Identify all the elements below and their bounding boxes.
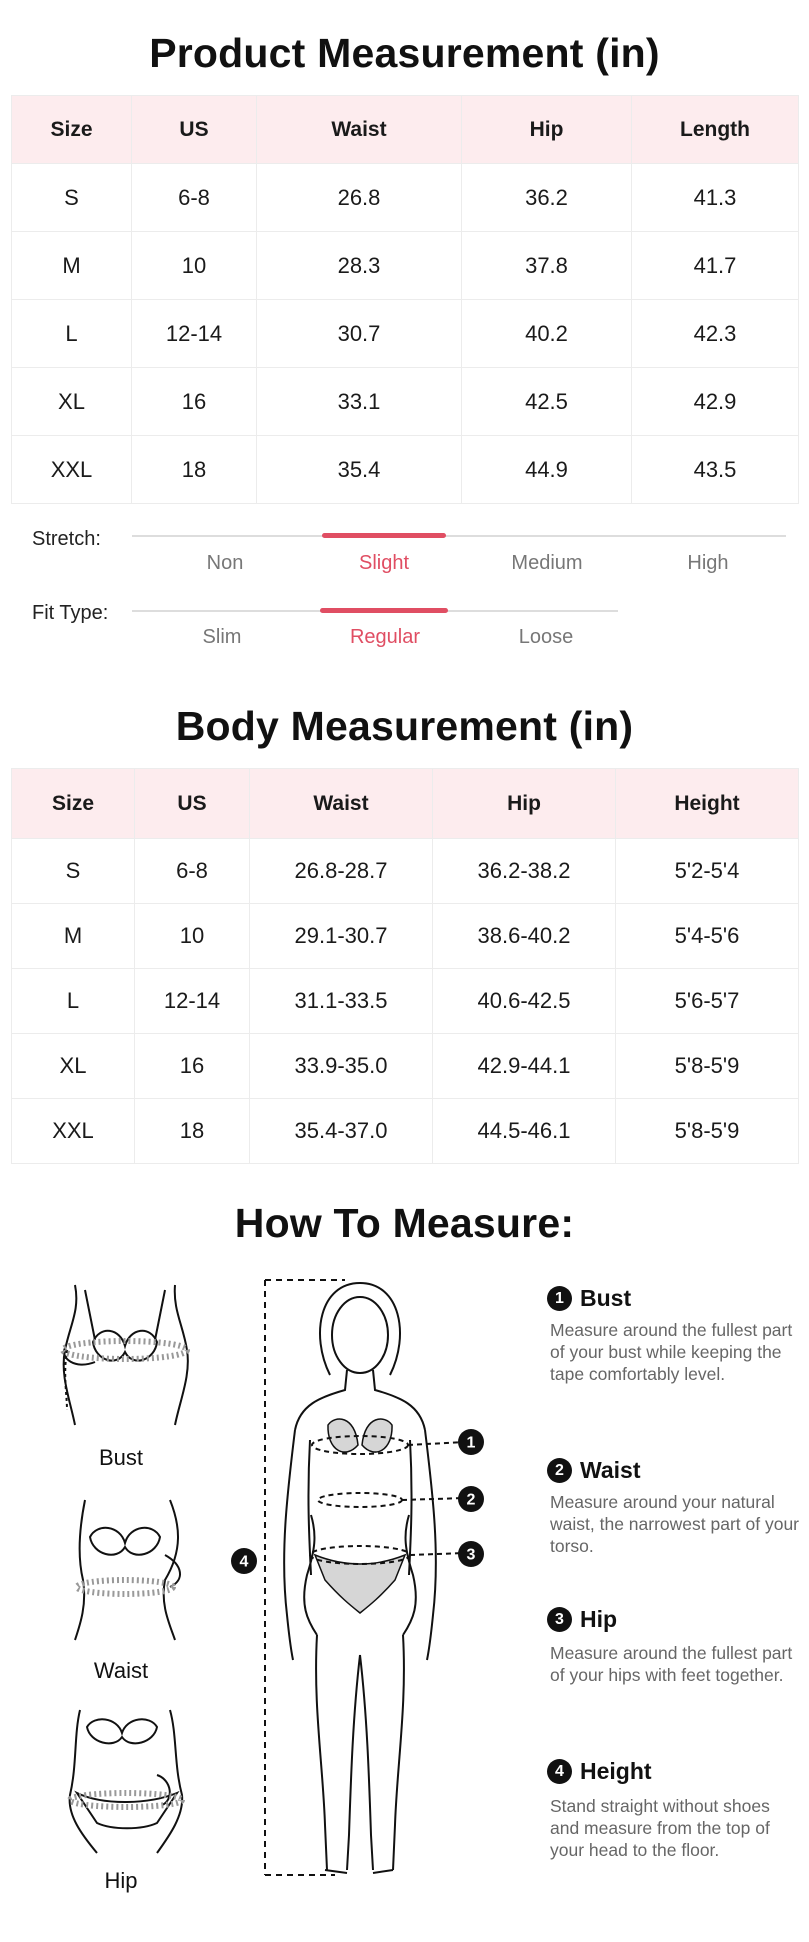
- table-row: [12, 368, 799, 436]
- marker-2-number: 2: [466, 1491, 476, 1509]
- table-row: [12, 969, 799, 1034]
- table-row: [12, 1034, 799, 1099]
- guide-bust-title: [547, 1285, 631, 1312]
- table-cell: 38.6-40.2: [433, 904, 616, 969]
- stretch-option-non: Non: [206, 552, 244, 574]
- guide-title-text: Waist: [580, 1457, 641, 1483]
- marker-3-number: 3: [466, 1546, 476, 1564]
- table-cell: XL: [12, 1034, 135, 1099]
- table-cell: M: [12, 232, 132, 300]
- table-cell: 5'2-5'4: [616, 839, 799, 904]
- how-to-measure-title: How To Measure:: [234, 1200, 575, 1246]
- stretch-track: [132, 535, 786, 537]
- table-cell: 5'4-5'6: [616, 904, 799, 969]
- table-cell: 37.8: [462, 232, 632, 300]
- table-row: [12, 839, 799, 904]
- guide-height-title: [547, 1758, 652, 1785]
- table-row: [12, 436, 799, 504]
- table-row: [12, 904, 799, 969]
- guide-height-text: Stand straight without shoes and measure from the top of your head to the floor.: [550, 1796, 770, 1860]
- marker-3-badge: [457, 1540, 485, 1568]
- table-cell: 41.3: [632, 164, 799, 232]
- table-cell: 16: [135, 1034, 250, 1099]
- guide-bust-text: Measure around the fullest part of your bust while keeping the tape comfortably level.: [550, 1320, 793, 1384]
- table-row: [12, 1099, 799, 1164]
- column-header: Hip: [433, 769, 616, 839]
- marker-2-badge: [457, 1485, 485, 1513]
- table-cell: 40.2: [462, 300, 632, 368]
- column-header: Length: [632, 96, 799, 164]
- fit-type-scale: [0, 596, 809, 666]
- table-cell: 5'8-5'9: [616, 1099, 799, 1164]
- table-row: [12, 164, 799, 232]
- stretch-option-high: High: [687, 552, 729, 574]
- fit-option-regular: Regular: [349, 626, 421, 648]
- table-cell: 18: [135, 1099, 250, 1164]
- column-header: US: [132, 96, 257, 164]
- guide-waist-title: [547, 1457, 641, 1484]
- table-cell: 26.8: [257, 164, 462, 232]
- marker-4-badge: [230, 1547, 258, 1575]
- waist-figure-illustration: [65, 1495, 195, 1645]
- table-cell: 30.7: [257, 300, 462, 368]
- table-cell: 12-14: [135, 969, 250, 1034]
- guide-hip-title: [547, 1606, 617, 1633]
- bust-figure-illustration: [55, 1280, 195, 1430]
- marker-1-badge: [457, 1428, 485, 1456]
- guide-number-badge: 4: [547, 1759, 572, 1784]
- table-cell: 42.9: [632, 368, 799, 436]
- body-measurement-title: Body Measurement (in): [175, 703, 634, 749]
- table-cell: M: [12, 904, 135, 969]
- hip-figure-label: Hip: [104, 1868, 138, 1893]
- fit-type-selected-marker: [320, 608, 448, 613]
- stretch-option-slight: Slight: [358, 552, 410, 574]
- fit-option-slim: Slim: [202, 626, 242, 648]
- table-row: [12, 300, 799, 368]
- table-cell: 44.9: [462, 436, 632, 504]
- table-cell: 6-8: [135, 839, 250, 904]
- table-cell: 33.9-35.0: [250, 1034, 433, 1099]
- marker-1-number: 1: [466, 1434, 476, 1452]
- table-cell: L: [12, 300, 132, 368]
- table-cell: 5'8-5'9: [616, 1034, 799, 1099]
- table-cell: 44.5-46.1: [433, 1099, 616, 1164]
- table-cell: 18: [132, 436, 257, 504]
- column-header: Height: [616, 769, 799, 839]
- guide-title-text: Bust: [580, 1285, 632, 1311]
- table-cell: 10: [135, 904, 250, 969]
- table-cell: 36.2: [462, 164, 632, 232]
- guide-hip-text: Measure around the fullest part of your hips with feet together.: [550, 1643, 793, 1685]
- column-header: Waist: [250, 769, 433, 839]
- table-row: [12, 232, 799, 300]
- guide-title-text: Height: [580, 1758, 652, 1784]
- column-header: Size: [12, 769, 135, 839]
- product-measurement-table: [11, 95, 799, 504]
- table-cell: 33.1: [257, 368, 462, 436]
- guide-number-badge: 3: [547, 1607, 572, 1632]
- guide-number-badge: 2: [547, 1458, 572, 1483]
- table-cell: S: [12, 164, 132, 232]
- table-header-row: [12, 769, 799, 839]
- column-header: Size: [12, 96, 132, 164]
- stretch-scale: [0, 520, 809, 590]
- table-cell: 31.1-33.5: [250, 969, 433, 1034]
- table-cell: 35.4: [257, 436, 462, 504]
- table-cell: 40.6-42.5: [433, 969, 616, 1034]
- stretch-label: Stretch:: [32, 528, 101, 550]
- table-cell: 42.5: [462, 368, 632, 436]
- table-cell: 16: [132, 368, 257, 436]
- table-cell: 35.4-37.0: [250, 1099, 433, 1164]
- table-header-row: [12, 96, 799, 164]
- table-cell: 29.1-30.7: [250, 904, 433, 969]
- table-cell: 43.5: [632, 436, 799, 504]
- table-cell: 42.3: [632, 300, 799, 368]
- body-measurement-table: [11, 768, 799, 1164]
- table-cell: 28.3: [257, 232, 462, 300]
- fit-type-label: Fit Type:: [32, 602, 109, 624]
- waist-figure-label: Waist: [93, 1658, 149, 1683]
- guide-waist-text: Measure around your natural waist, the narrowest part of your torso.: [550, 1492, 799, 1556]
- table-cell: 26.8-28.7: [250, 839, 433, 904]
- table-cell: XL: [12, 368, 132, 436]
- column-header: US: [135, 769, 250, 839]
- marker-4-number: 4: [239, 1553, 249, 1571]
- guide-title-text: Hip: [580, 1606, 618, 1632]
- stretch-selected-marker: [322, 533, 446, 538]
- table-cell: L: [12, 969, 135, 1034]
- fit-option-loose: Loose: [518, 626, 574, 648]
- column-header: Waist: [257, 96, 462, 164]
- table-cell: 6-8: [132, 164, 257, 232]
- table-cell: 5'6-5'7: [616, 969, 799, 1034]
- hip-figure-illustration: [62, 1705, 192, 1855]
- bust-figure-label: Bust: [98, 1445, 144, 1470]
- table-cell: XXL: [12, 1099, 135, 1164]
- stretch-option-medium: Medium: [511, 552, 583, 574]
- full-body-figure-illustration: [225, 1275, 495, 1885]
- table-cell: 41.7: [632, 232, 799, 300]
- table-cell: 10: [132, 232, 257, 300]
- table-cell: 42.9-44.1: [433, 1034, 616, 1099]
- table-cell: S: [12, 839, 135, 904]
- table-cell: 36.2-38.2: [433, 839, 616, 904]
- guide-number-badge: 1: [547, 1286, 572, 1311]
- column-header: Hip: [462, 96, 632, 164]
- product-measurement-title: Product Measurement (in): [149, 30, 660, 76]
- table-cell: XXL: [12, 436, 132, 504]
- table-cell: 12-14: [132, 300, 257, 368]
